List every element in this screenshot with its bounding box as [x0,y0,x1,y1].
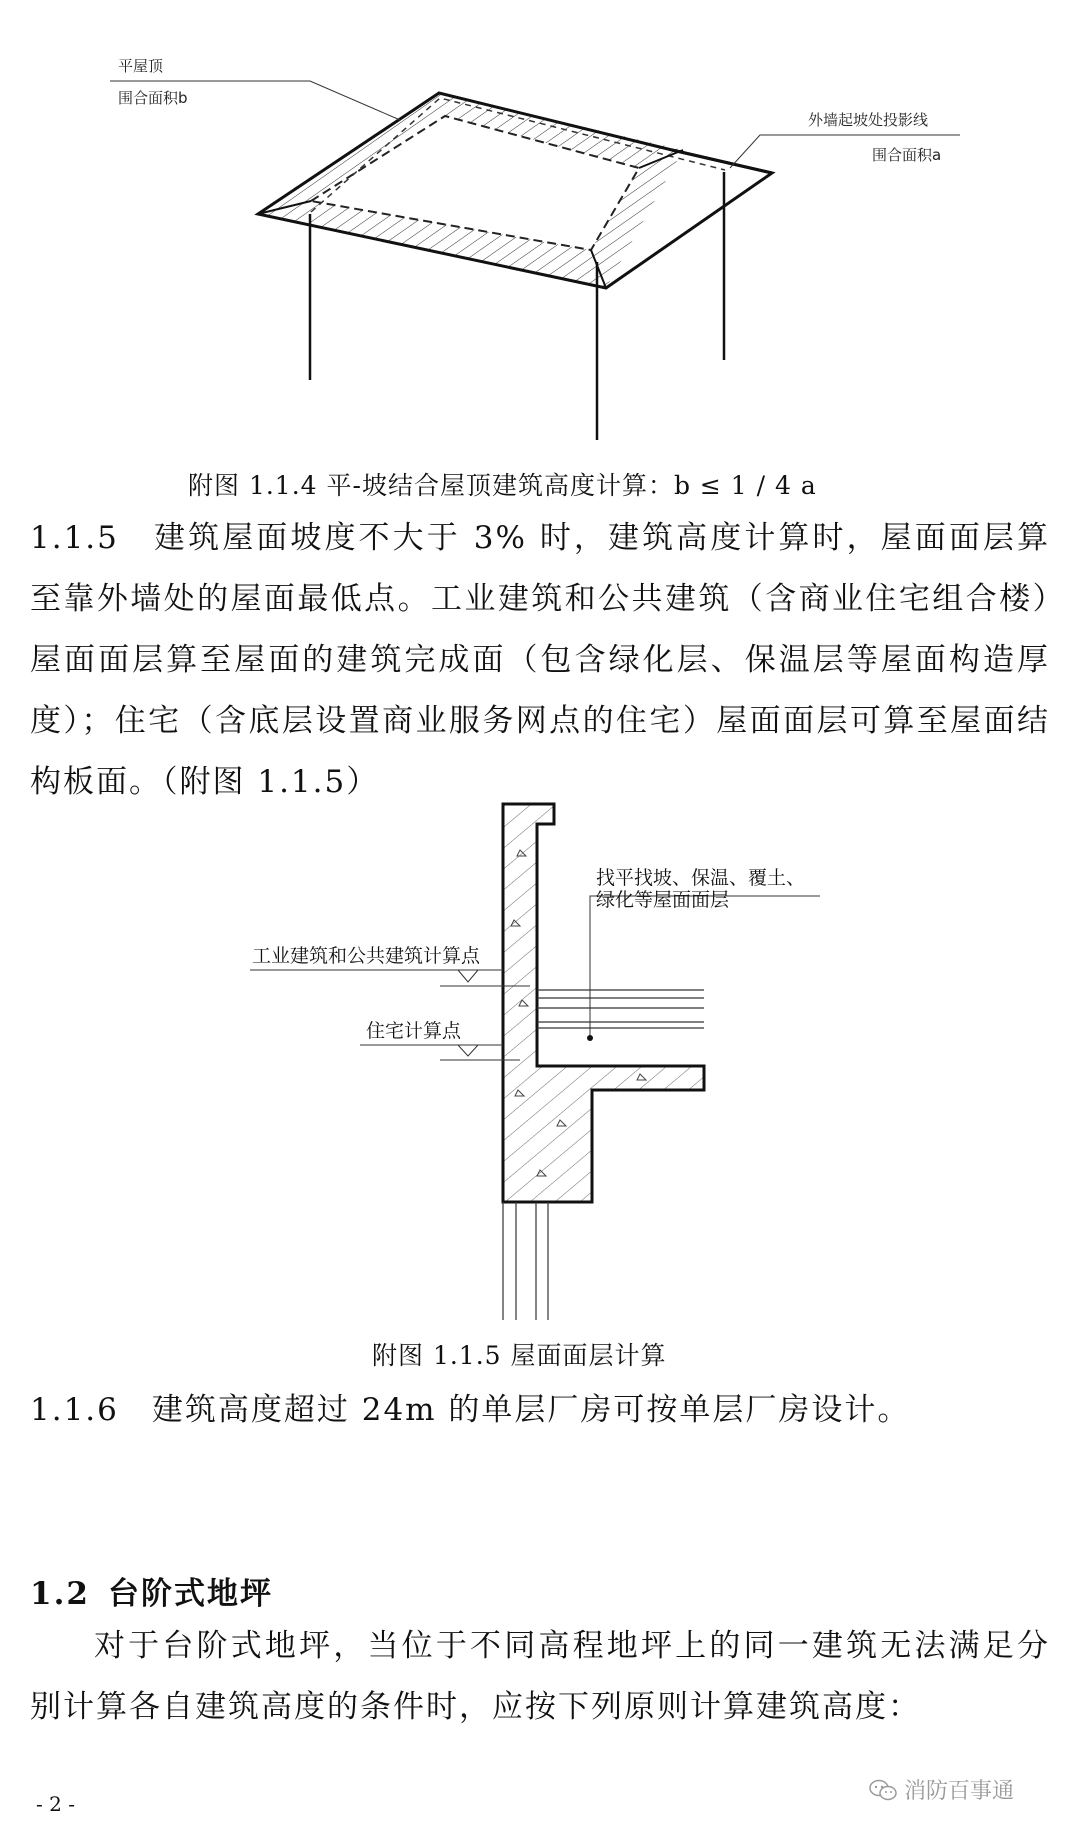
label-residential-point: 住宅计算点 [366,1020,462,1042]
section-number: 1.2 [30,1576,90,1612]
wechat-icon [868,1778,898,1802]
paragraph-1-1-5: 1.1.5 建筑屋面坡度不大于 3% 时，建筑高度计算时，屋面面层算至靠外墙处的屋面最低点。工业建筑和公共建筑（含商业住宅组合楼）屋面面层算至屋面的建筑完成面（包含绿化层、保温层等屋面构造厚度）；住宅（含底层设置商业服务网点的住宅）屋面面层可算至屋面结构板面。（附图 1.1.5） [30,520,1050,800]
paragraph-1-1-6: 1.1.6 建筑高度超过 24m 的单层厂房可按单层厂房设计。 [30,1392,911,1428]
figure-1-1-4 [0,0,1080,470]
label-flat-roof-line1: 平屋顶 [118,57,164,75]
label-layers-line2: 绿化等屋面面层 [596,889,730,911]
paragraph-1-2: 对于台阶式地坪，当位于不同高程地坪上的同一建筑无法满足分别计算各自建筑高度的条件时，应按下列原则计算建筑高度： [30,1628,1050,1725]
page-number: - 2 - [36,1792,75,1816]
watermark-text: 消防百事通 [904,1779,1015,1804]
figure-1-1-4-caption: 附图 1.1.4 平-坡结合屋顶建筑高度计算：b ≤ 1 / 4 a [188,471,817,500]
label-flat-roof-line2: 围合面积b [118,89,188,107]
label-layers-line1: 找平找坡、保温、覆土、 [596,867,806,889]
label-wall-line1: 外墙起坡处投影线 [808,111,929,129]
watermark [868,1774,1014,1805]
figure-1-1-5-caption: 附图 1.1.5 屋面面层计算 [372,1341,667,1370]
figure-1-1-5 [0,790,1080,1330]
section-title: 台阶式地坪 [108,1576,273,1612]
label-public-building-point: 工业建筑和公共建筑计算点 [252,945,481,967]
section-heading-1-2 [30,1568,273,1613]
wall-section [503,804,704,1202]
label-wall-line2: 围合面积a [872,146,942,164]
